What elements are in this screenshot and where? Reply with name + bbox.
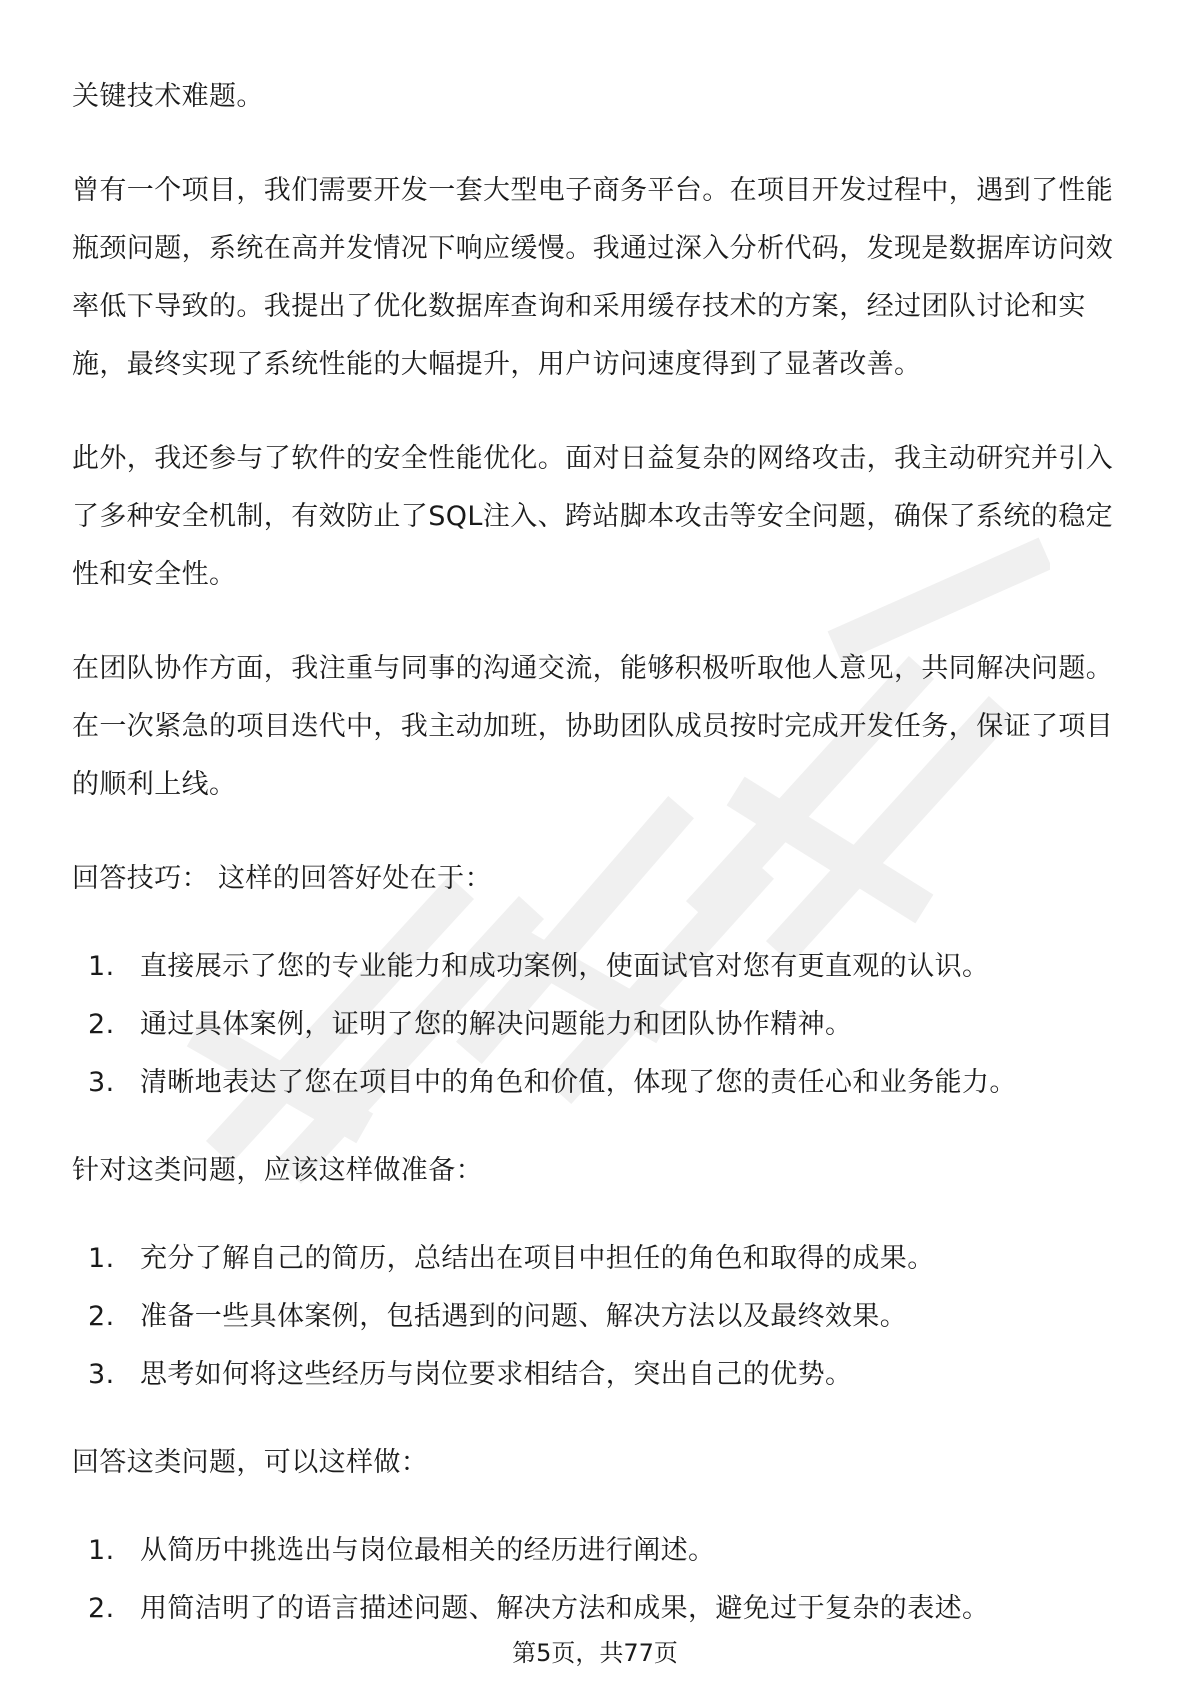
answer-heading: 回答这类问题，可以这样做： (72, 1447, 429, 1478)
list-text: 充分了解自己的简历，总结出在项目中担任的角色和取得的成果。 (140, 1243, 935, 1274)
tips-list (72, 938, 1122, 1112)
list-item (72, 938, 1122, 996)
list-text: 准备一些具体案例，包括遇到的问题、解决方法以及最终效果。 (140, 1301, 908, 1332)
paragraph-security: 此外，我还参与了软件的安全性能优化。面对日益复杂的网络攻击，我主动研究并引入了多种安全机制，有效防止了SQL注入、跨站脚本攻击等安全问题，确保了系统的稳定性和安全性。 (72, 443, 1114, 590)
list-number: 1. (88, 1243, 115, 1274)
list-number: 2. (88, 1593, 115, 1624)
list-item (72, 1288, 1122, 1346)
list-item (72, 1346, 1122, 1404)
list-number: 3. (88, 1067, 115, 1098)
list-text: 清晰地表达了您在项目中的角色和价值，体现了您的责任心和业务能力。 (140, 1067, 1017, 1098)
list-number: 2. (88, 1301, 115, 1332)
list-item (72, 1580, 1122, 1638)
list-text: 思考如何将这些经历与岗位要求相结合，突出自己的优势。 (140, 1359, 853, 1390)
list-item (72, 996, 1122, 1054)
list-number: 1. (88, 951, 115, 982)
list-text: 通过具体案例，证明了您的解决问题能力和团队协作精神。 (140, 1009, 853, 1040)
paragraph-project: 曾有一个项目，我们需要开发一套大型电子商务平台。在项目开发过程中，遇到了性能瓶颈问题，系统在高并发情况下响应缓慢。我通过深入分析代码，发现是数据库访问效率低下导致的。我提出了优化数据库查询和采用缓存技术的方案，经过团队讨论和实施，最终实现了系统性能的大幅提升，用户访问速度得到了显著改善。 (72, 175, 1114, 380)
page-number: 第5页，共77页 (512, 1639, 678, 1667)
list-number: 1. (88, 1535, 115, 1566)
paragraph-teamwork: 在团队协作方面，我注重与同事的沟通交流，能够积极听取他人意见，共同解决问题。在一次紧急的项目迭代中，我主动加班，协助团队成员按时完成开发任务，保证了项目的顺利上线。 (72, 653, 1114, 800)
list-item (72, 1230, 1122, 1288)
list-text: 用简洁明了的语言描述问题、解决方法和成果，避免过于复杂的表述。 (140, 1593, 990, 1624)
prepare-list (72, 1230, 1122, 1404)
answer-list (72, 1522, 1122, 1638)
list-item (72, 1522, 1122, 1580)
list-text: 从简历中挑选出与岗位最相关的经历进行阐述。 (140, 1535, 716, 1566)
list-number: 3. (88, 1359, 115, 1390)
tips-heading: 回答技巧： 这样的回答好处在于： (72, 863, 492, 894)
paragraph-intro: 关键技术难题。 (72, 81, 264, 112)
prepare-heading: 针对这类问题，应该这样做准备： (72, 1155, 483, 1186)
list-item (72, 1054, 1122, 1112)
page-content (72, 68, 1122, 1638)
list-text: 直接展示了您的专业能力和成功案例，使面试官对您有更直观的认识。 (140, 951, 990, 982)
list-number: 2. (88, 1009, 115, 1040)
